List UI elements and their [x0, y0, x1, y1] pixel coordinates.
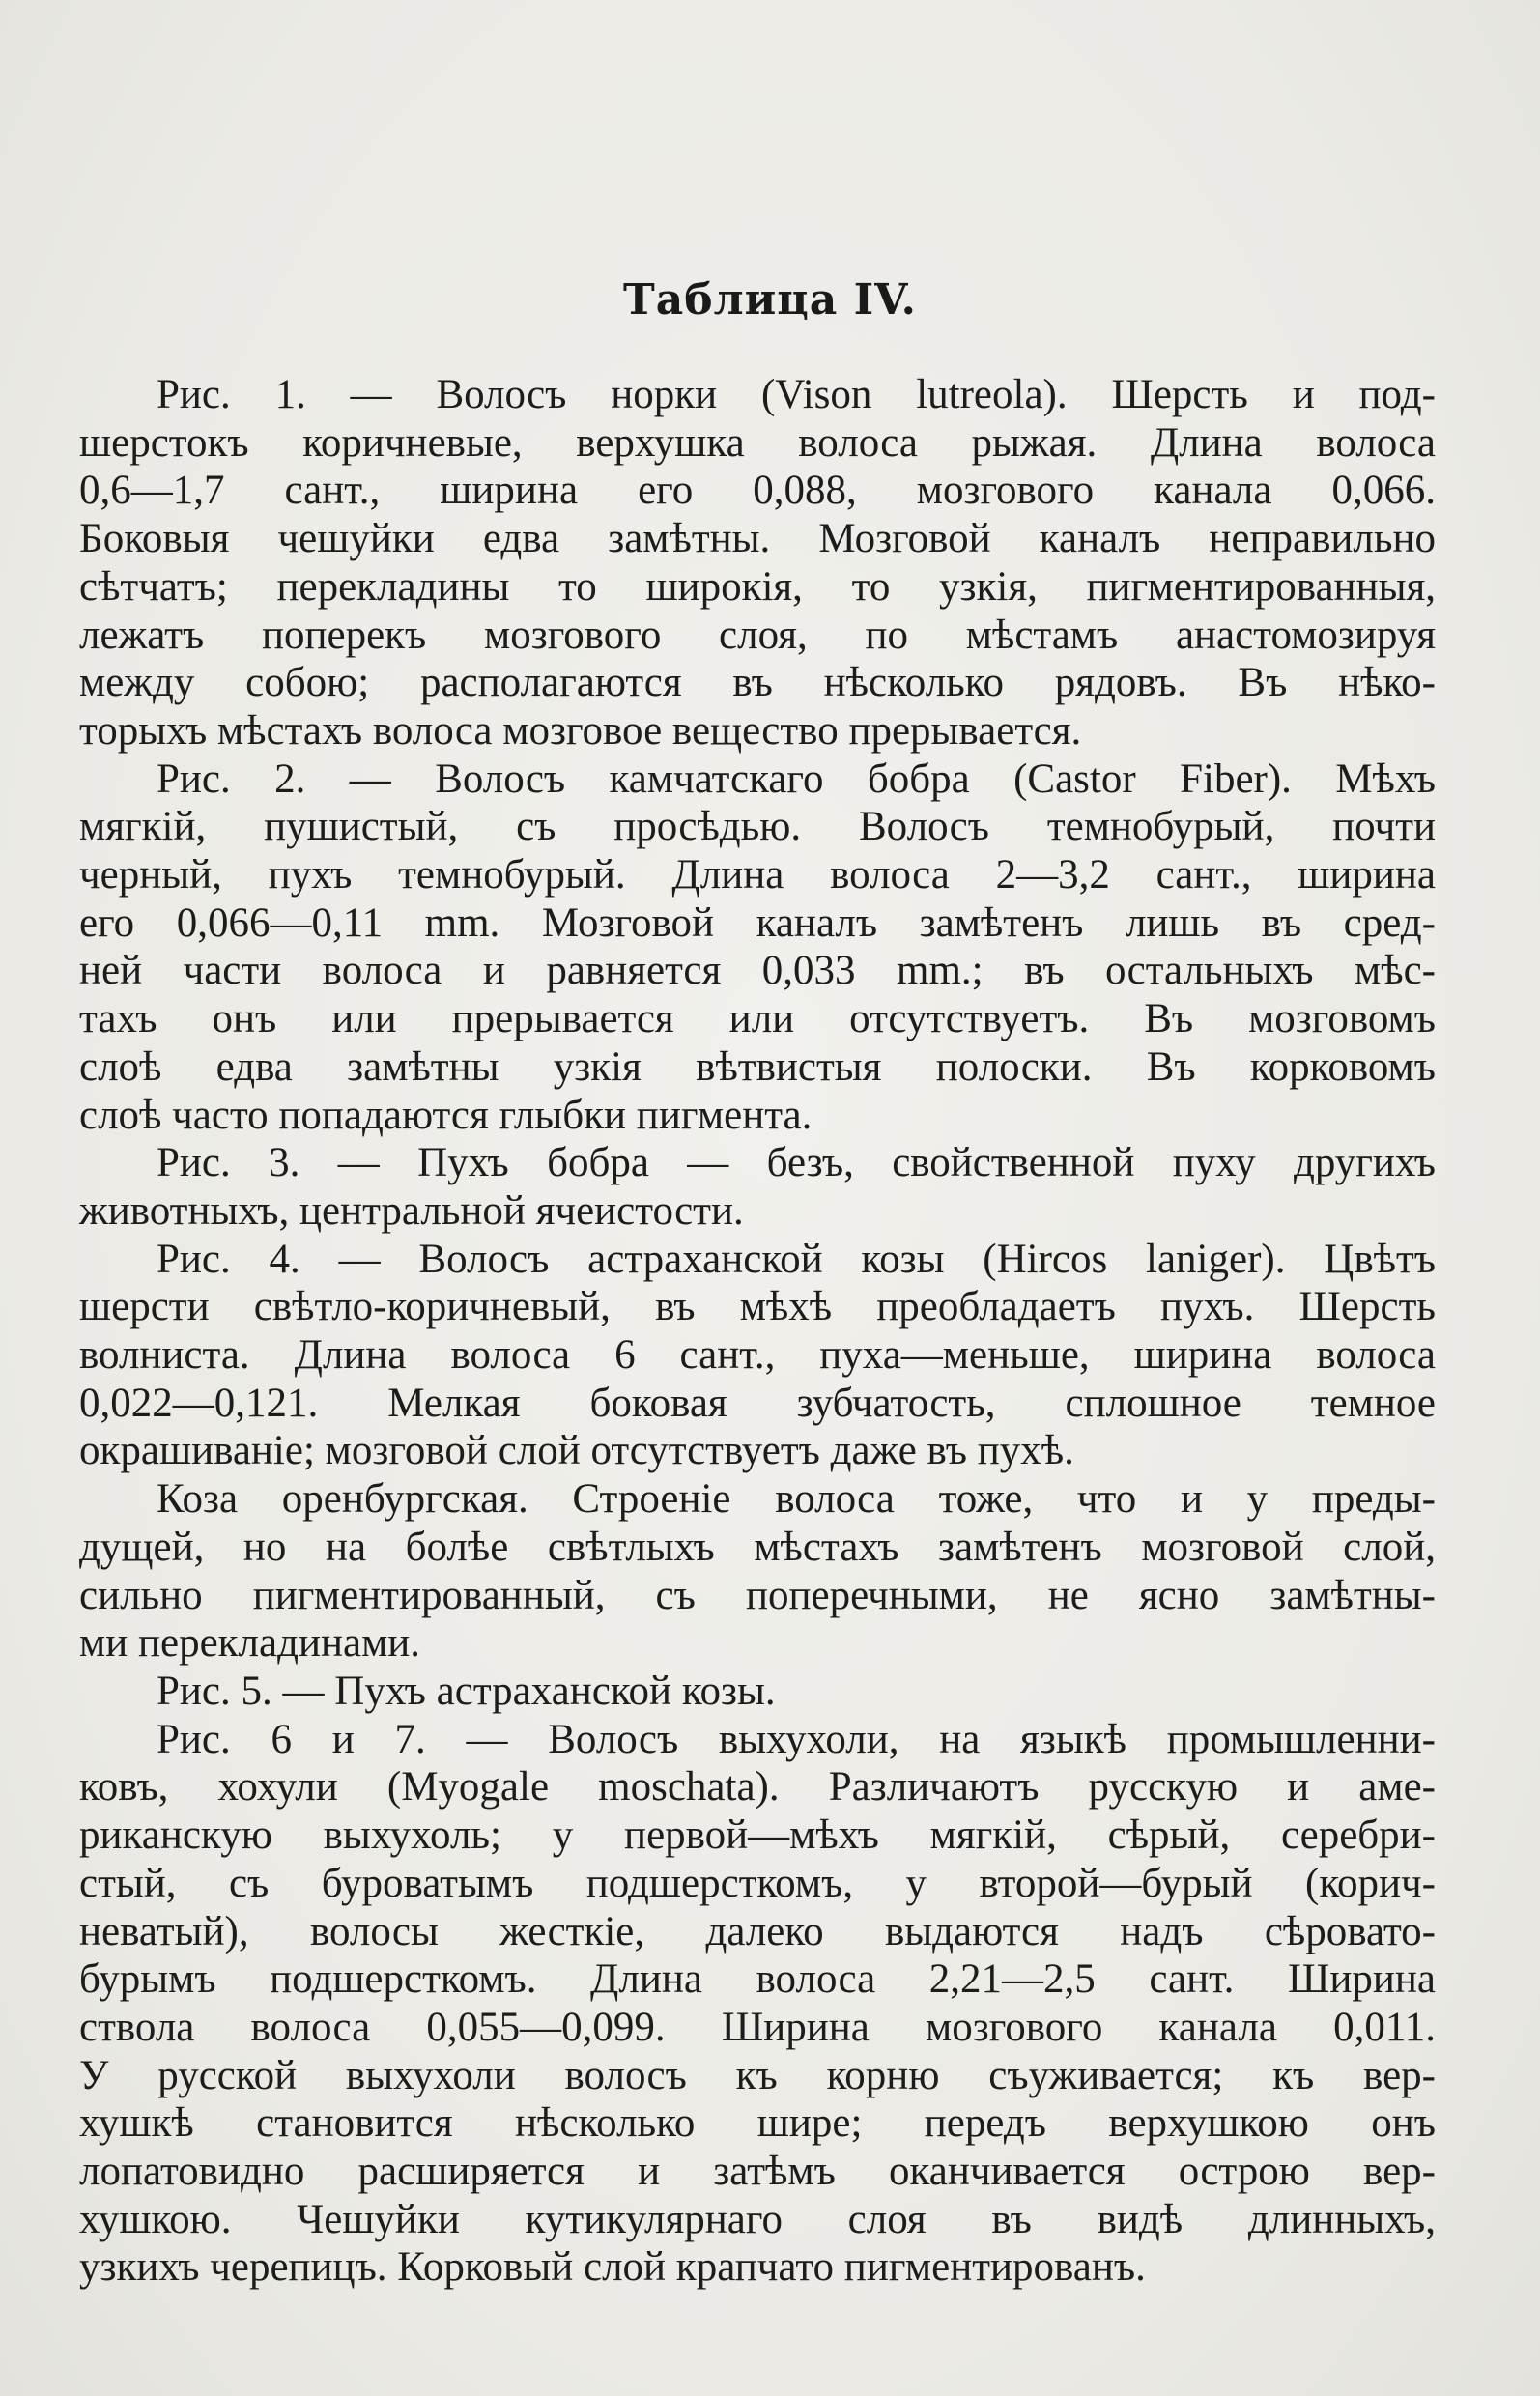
paragraph — [79, 1139, 1436, 1235]
text-line: между собою; располагаются въ нѣсколько рядовъ. Въ нѣко- — [79, 660, 1436, 706]
text-line: сильно пигментированный, съ поперечными, не ясно замѣтны- — [79, 1572, 1436, 1618]
text-line: ствола волоса 0,055—0,099. Ширина мозгового канала 0,011. — [79, 2004, 1436, 2050]
text-line: хушкѣ становится нѣсколько шире; передъ верхушкою онъ — [79, 2100, 1436, 2147]
text-line: торыхъ мѣстахъ волоса мозговое вещество прерывается. — [79, 707, 1082, 754]
page-title: Таблица IV. — [623, 275, 917, 325]
paragraph — [79, 1236, 1436, 1476]
text-line: риканскую выхухоль; у первой—мѣхъ мягкій, сѣрый, серебри- — [79, 1812, 1436, 1859]
text-line: слоѣ едва замѣтны узкія вѣтвистыя полоски. Въ корковомъ — [79, 1043, 1436, 1090]
text-line: черный, пухъ темнобурый. Длина волоса 2—3,2 сант., ширина — [79, 852, 1436, 898]
text-line: сѣтчатъ; перекладины то широкія, то узкія, пигментированныя, — [79, 563, 1436, 610]
text-line: шерсти свѣтло-коричневый, въ мѣхѣ преобладаетъ пухъ. Шерсть — [79, 1284, 1436, 1330]
text-line: волниста. Длина волоса 6 сант., пуха—меньше, ширина волоса — [79, 1332, 1436, 1379]
text-line: Рис. 3. — Пухъ бобра — безъ, свойственной пуху другихъ — [157, 1140, 1436, 1186]
text-line: Коза оренбургская. Строеніе волоса тоже, что и у преды- — [157, 1476, 1436, 1523]
text-line: лопатовидно расширяется и затѣмъ оканчивается острою вер- — [79, 2149, 1436, 2195]
text-line: тахъ онъ или прерывается или отсутствуетъ. Въ мозговомъ — [79, 996, 1436, 1042]
text-line: его 0,066—0,11 mm. Мозговой каналъ замѣтенъ лишь въ сред- — [79, 899, 1436, 946]
text-line: ми перекладинами. — [79, 1620, 421, 1667]
text-line: ковъ, хохули (Myogale moschata). Различаютъ русскую и аме- — [79, 1764, 1436, 1811]
paragraph — [79, 756, 1436, 1140]
text-line: Рис. 2. — Волосъ камчатскаго бобра (Castor Fiber). Мѣхъ — [157, 756, 1436, 802]
text-line: узкихъ черепицъ. Корковый слой крапчато пигментированъ. — [79, 2244, 1146, 2291]
text-line: бурымъ подшерсткомъ. Длина волоса 2,21—2,5 сант. Ширина — [79, 1956, 1436, 2003]
text-line: Рис. 4. — Волосъ астраханской козы (Hircos laniger). Цвѣтъ — [157, 1236, 1436, 1282]
text-line: неватый), волосы жесткіе, далеко выдаются надъ сѣровато- — [79, 1908, 1436, 1954]
text-line: лежатъ поперекъ мозгового слоя, по мѣстамъ анастомозируя — [79, 612, 1436, 658]
text-line: Рис. 6 и 7. — Волосъ выхухоли, на языкѣ промышленни- — [157, 1716, 1436, 1762]
text-line: окрашиваніе; мозговой слой отсутствуетъ даже въ пухѣ. — [79, 1428, 1074, 1474]
page-body — [79, 371, 1436, 2292]
text-line: стый, съ буроватымъ подшерсткомъ, у второй—бурый (корич- — [79, 1860, 1436, 1906]
paragraph — [79, 1716, 1436, 2292]
text-line: слоѣ часто попадаются глыбки пигмента. — [79, 1092, 813, 1138]
text-line: 0,022—0,121. Мелкая боковая зубчатость, сплошное темное — [79, 1380, 1436, 1426]
text-line: мягкій, пушистый, съ просѣдью. Волосъ темнобурый, почти — [79, 804, 1436, 850]
text-line: 0,6—1,7 сант., ширина его 0,088, мозгового канала 0,066. — [79, 468, 1436, 514]
paragraph — [79, 1475, 1436, 1668]
text-line: шерстокъ коричневые, верхушка волоса рыжая. Длина волоса — [79, 419, 1436, 466]
text-line: дущей, но на болѣе свѣтлыхъ мѣстахъ замѣтенъ мозговой слой, — [79, 1524, 1436, 1570]
text-line: ней части волоса и равняется 0,033 mm.; въ остальныхъ мѣс- — [79, 948, 1436, 994]
text-line: Рис. 5. — Пухъ астраханской козы. — [157, 1668, 776, 1714]
paragraph — [79, 1668, 1436, 1716]
paragraph — [79, 371, 1436, 756]
text-line: хушкою. Чешуйки кутикулярнаго слоя въ видѣ длинныхъ, — [79, 2196, 1436, 2242]
text-line: Боковыя чешуйки едва замѣтны. Мозговой каналъ неправильно — [79, 516, 1436, 562]
text-line: У русской выхухоли волосъ къ корню съуживается; къ вер- — [79, 2052, 1436, 2098]
text-line: животныхъ, центральной ячеистости. — [79, 1187, 744, 1234]
text-line: Рис. 1. — Волосъ норки (Vison lutreola). Шерсть и под- — [157, 372, 1436, 417]
